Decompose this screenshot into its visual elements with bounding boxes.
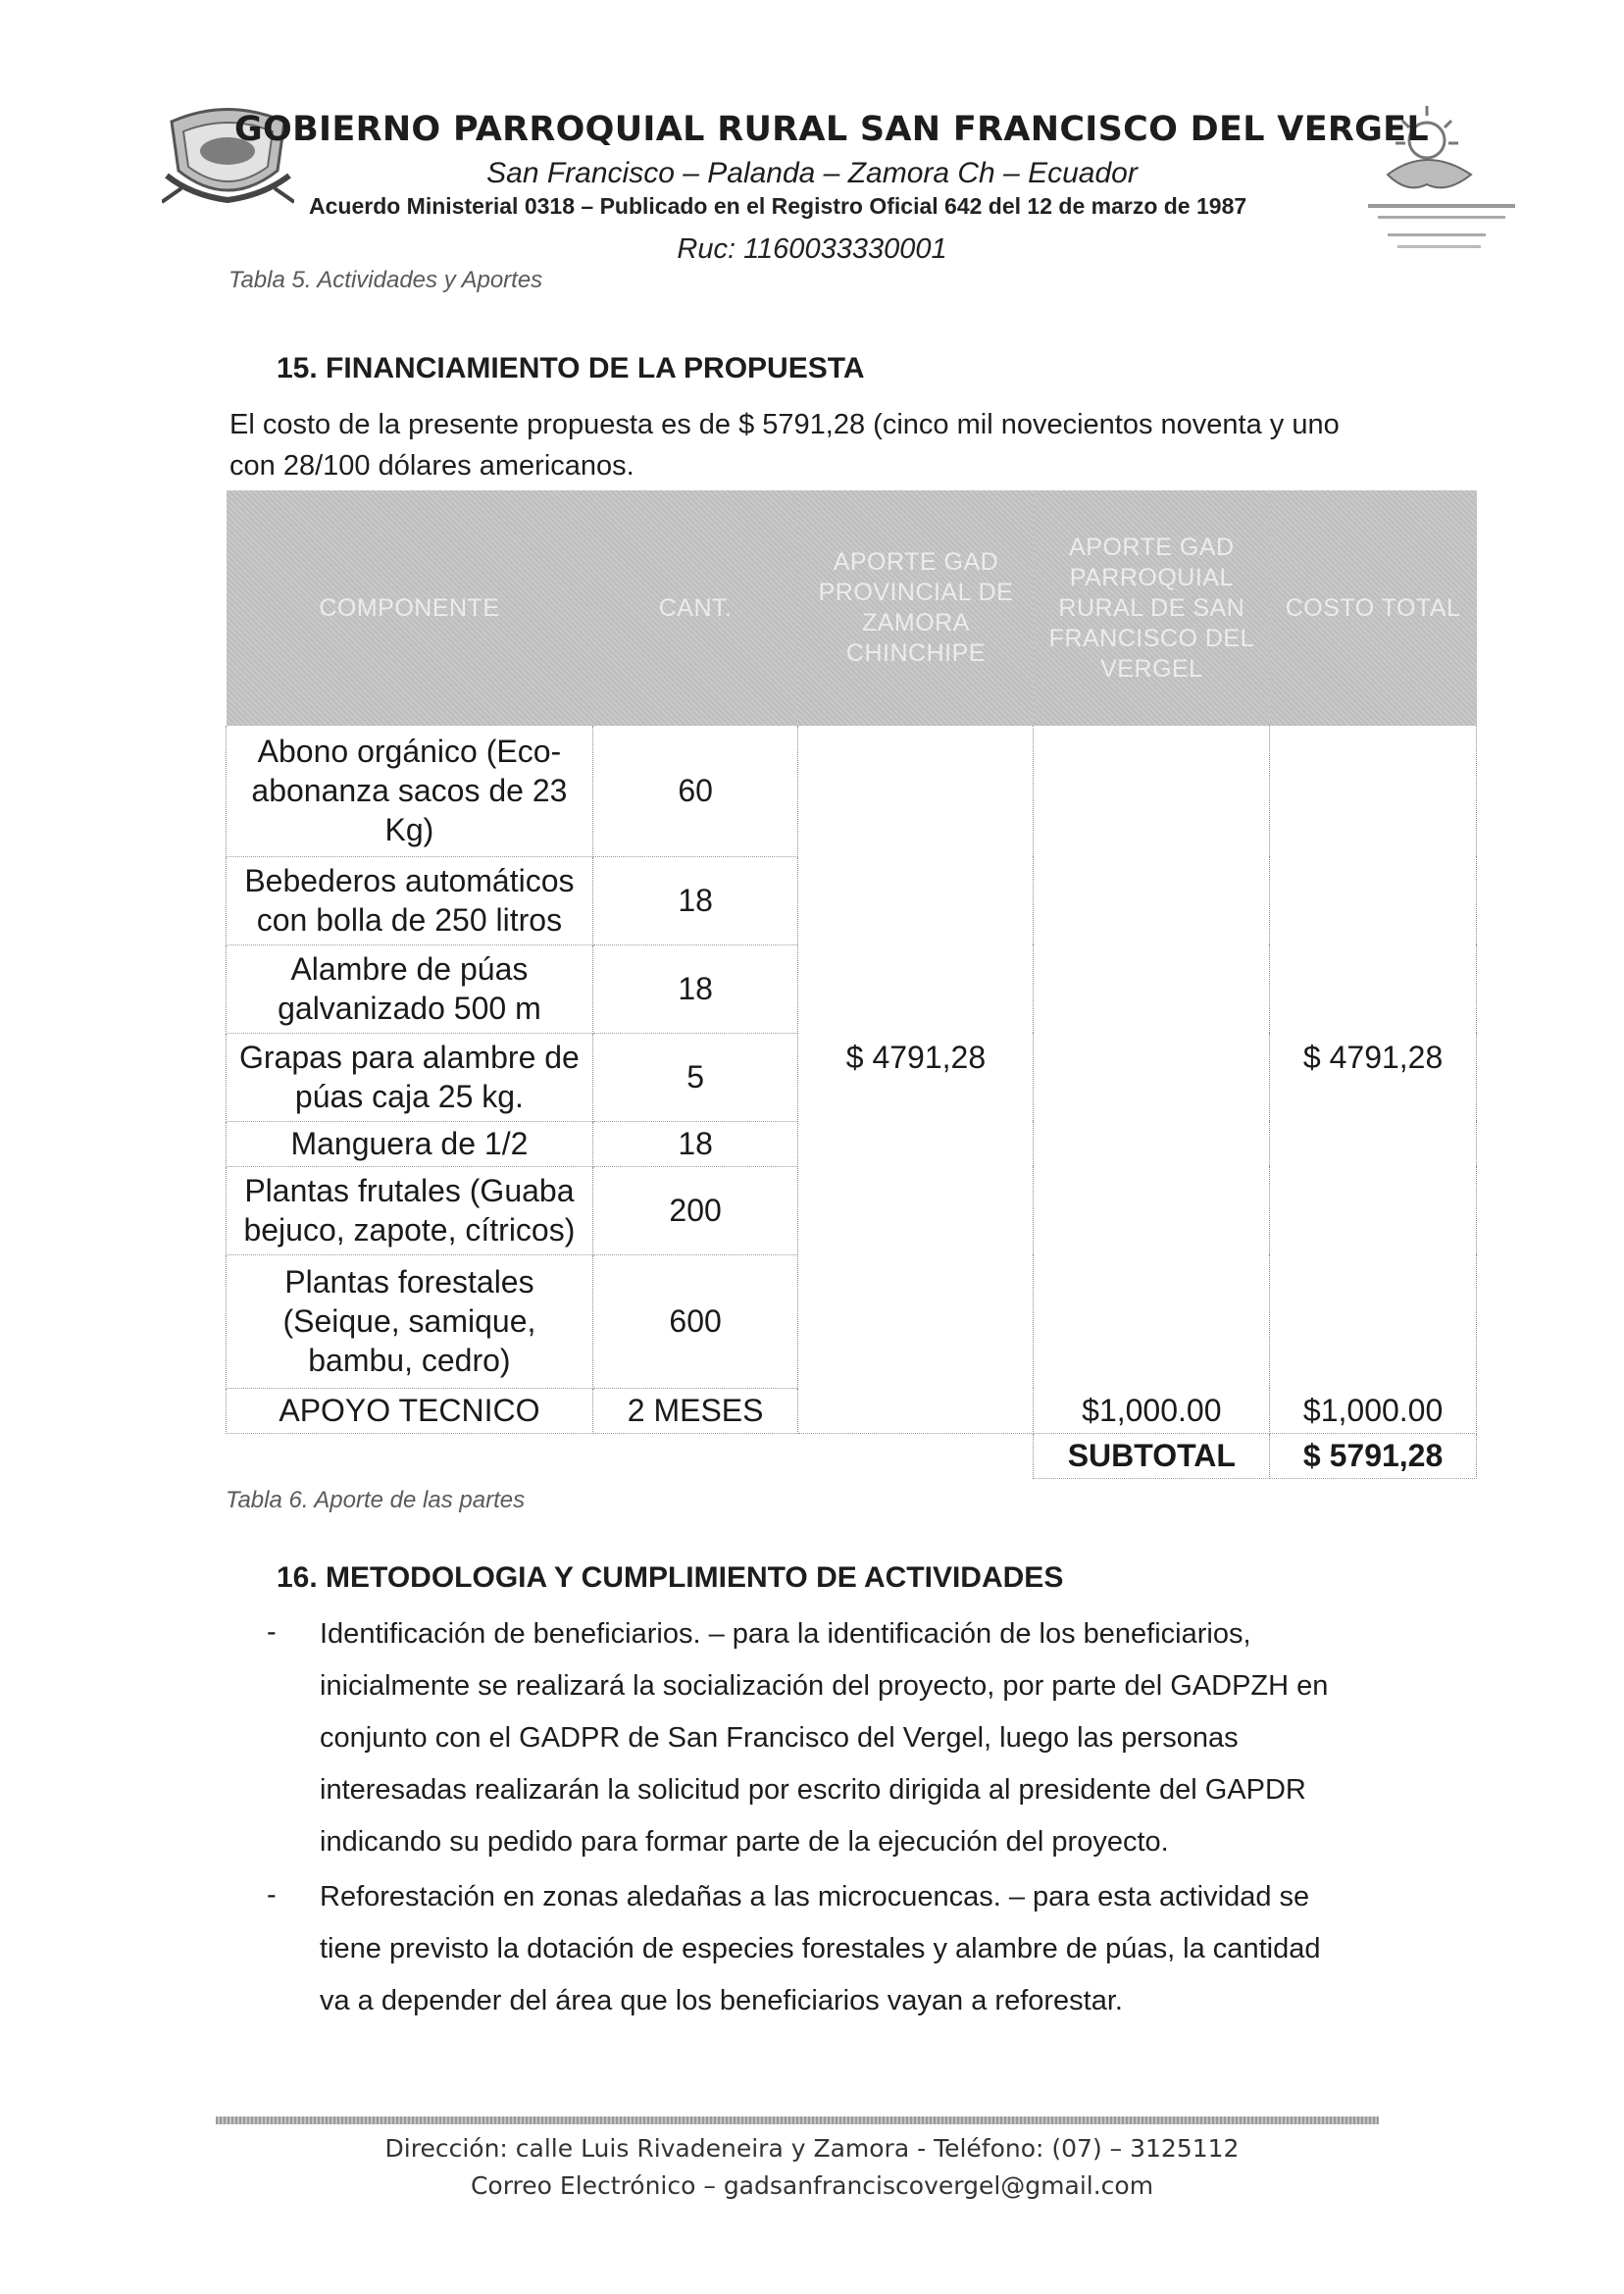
section-16-heading: 16. METODOLOGIA Y CUMPLIMIENTO DE ACTIVIDADES [277, 1561, 1064, 1594]
section-15-heading: 15. FINANCIAMIENTO DE LA PROPUESTA [277, 352, 865, 384]
row-componente: Alambre de púas galvanizado 500 m [227, 944, 593, 1033]
apoyo-componente: APOYO TECNICO [227, 1388, 593, 1433]
header-aporte-provincial: APORTE GAD PROVINCIAL DE ZAMORA CHINCHIPE [798, 490, 1034, 726]
subtotal-label: SUBTOTAL [1034, 1433, 1270, 1478]
footer-address: Dirección: calle Luis Rivadeneira y Zamora - Teléfono: (07) – 3125112 [384, 2134, 1240, 2163]
row-componente: Plantas forestales (Seique, samique, bambu, cedro) [227, 1254, 593, 1388]
header-acuerdo: Acuerdo Ministerial 0318 – Publicado en el Registro Oficial 642 del 12 de marzo de 1987 [309, 193, 1247, 219]
header-cant: CANT. [592, 490, 798, 726]
apoyo-cant: 2 MESES [592, 1388, 798, 1433]
row-cant: 200 [592, 1166, 798, 1254]
row-cant: 600 [592, 1254, 798, 1388]
row-componente: Bebederos automáticos con bolla de 250 litros [227, 856, 593, 944]
aporte-parroquial-empty [1034, 726, 1270, 1388]
header-componente: COMPONENTE [227, 490, 593, 726]
footer-rule [216, 2116, 1379, 2124]
row-cant: 5 [592, 1033, 798, 1121]
table-row-subtotal [227, 1433, 1477, 1478]
apoyo-costo-total: $1,000.00 [1270, 1388, 1477, 1433]
apoyo-aporte-provincial-empty [798, 1388, 1034, 1433]
list-item: Identificación de beneficiarios. – para la identificación de los beneficiarios, inicialmente se realizará la socialización del proyecto, por parte del GADPZH en conjunto con el GADPR de San Francisco del Vergel, luego las personas interesadas realizarán la solicitud por escrito dirigida al presidente del GAPDR indicando su pedido para formar parte de la ejecución del proyecto. [320, 1618, 1329, 1858]
caption-tabla-5: Tabla 5. Actividades y Aportes [228, 267, 543, 293]
row-cant: 18 [592, 944, 798, 1033]
table-header-row [227, 490, 1477, 726]
header-subtitle: San Francisco – Palanda – Zamora Ch – Ecuador [486, 157, 1138, 189]
apoyo-aporte-parroquial: $1,000.00 [1034, 1388, 1270, 1433]
header-title: GOBIERNO PARROQUIAL RURAL SAN FRANCISCO DEL VERGEL [233, 110, 1429, 149]
section-15-paragraph: El costo de la presente propuesta es de $ 5791,28 (cinco mil novecientos noventa y uno con 28/100 dólares americanos. [229, 409, 1340, 482]
header-aporte-parroquial: APORTE GAD PARROQUIAL RURAL DE SAN FRANCISCO DEL VERGEL [1034, 490, 1270, 726]
footer-email: Correo Electrónico – gadsanfranciscovergel@gmail.com [470, 2171, 1154, 2200]
row-componente: Plantas frutales (Guaba bejuco, zapote, cítricos) [227, 1166, 593, 1254]
aporte-provincial-value: $ 4791,28 [798, 726, 1034, 1388]
row-componente: Grapas para alambre de púas caja 25 kg. [227, 1033, 593, 1121]
list-item: Reforestación en zonas aledañas a las microcuencas. – para esta actividad se tiene previsto la dotación de especies forestales y alambre de púas, la cantidad va a depender del área que los beneficiarios vayan a reforestar. [320, 1881, 1321, 2016]
subtotal-value: $ 5791,28 [1270, 1433, 1477, 1478]
row-cant: 18 [592, 856, 798, 944]
row-cant: 60 [592, 726, 798, 856]
list-bullet: - [267, 1616, 277, 1648]
header-costo-total: COSTO TOTAL [1270, 490, 1477, 726]
header-ruc: Ruc: 1160033330001 [677, 233, 947, 265]
costo-total-value: $ 4791,28 [1270, 726, 1477, 1388]
row-componente: Manguera de 1/2 [227, 1121, 593, 1166]
table-row-apoyo [227, 1388, 1477, 1433]
list-bullet: - [267, 1879, 277, 1911]
row-cant: 18 [592, 1121, 798, 1166]
row-componente: Abono orgánico (Eco-abonanza sacos de 23 Kg) [227, 726, 593, 856]
subtotal-spacer [227, 1433, 1034, 1478]
table-row [227, 726, 1477, 856]
financing-table [226, 490, 1477, 1479]
caption-tabla-6: Tabla 6. Aporte de las partes [226, 1487, 526, 1513]
